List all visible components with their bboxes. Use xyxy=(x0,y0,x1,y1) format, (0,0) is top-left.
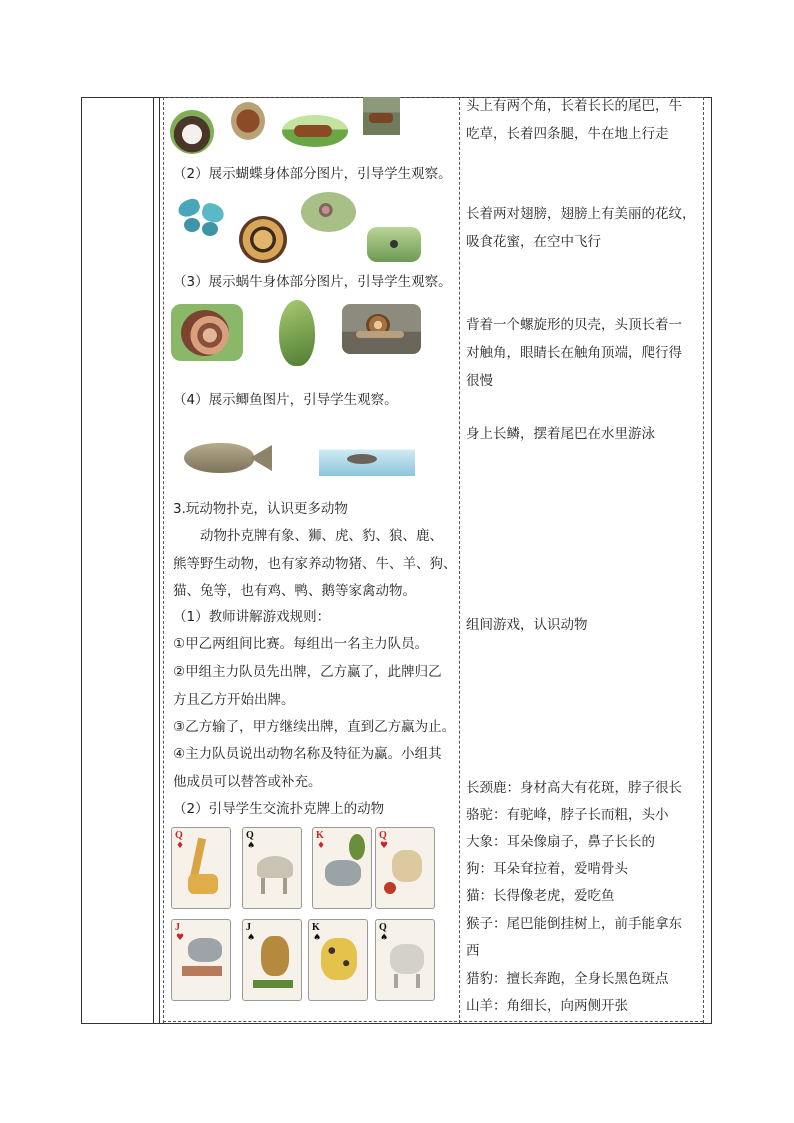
card-rank: J xyxy=(175,922,180,933)
fish-in-water-photo xyxy=(319,438,415,476)
rule-2-line-2: 方且乙方开始出牌。 xyxy=(173,692,295,708)
card-rank: Q xyxy=(246,830,254,841)
card-suit: ♦ xyxy=(176,841,185,851)
card-rank: Q xyxy=(175,830,183,841)
snail-description-line-1: 背着一个螺旋形的贝壳，头顶长着一 xyxy=(466,317,682,333)
cow-grazing-photo xyxy=(282,115,348,147)
cat-card xyxy=(171,919,231,1001)
giraffe-card xyxy=(171,827,231,909)
section3-title: 3.玩动物扑克，认识更多动物 xyxy=(173,501,348,517)
snail-crawling-photo xyxy=(342,304,421,354)
cow-walking-photo xyxy=(363,97,400,135)
snail-description-line-3: 很慢 xyxy=(466,373,493,389)
card-suit: ♠ xyxy=(247,841,256,851)
inner-left-dash xyxy=(163,97,164,1023)
fish-description: 身上长鳞，摆着尾巴在水里游泳 xyxy=(466,426,655,442)
monkey-description-line-2: 西 xyxy=(466,943,480,959)
cards-title: （2）引导学生交流扑克牌上的动物 xyxy=(173,801,385,817)
crucian-carp-photo xyxy=(176,437,274,479)
card-suit: ♦ xyxy=(317,841,326,851)
card-suit: ♠ xyxy=(380,933,389,943)
game-description: 组间游戏，认识动物 xyxy=(466,617,588,633)
cow-face-photo xyxy=(170,110,214,154)
section3-paragraph-line-3: 猫、兔等，也有鸡、鸭、鹅等家禽动物。 xyxy=(173,583,416,599)
cow-body-photo xyxy=(231,102,265,140)
column-divider-1 xyxy=(153,97,154,1023)
inner-right-dash xyxy=(703,97,704,1023)
section3-paragraph-line-1: 动物扑克牌有象、狮、虎、豹、狼、鹿、 xyxy=(200,528,443,544)
rule-4-line-1: ④主力队员说出动物名称及特征为赢。小组其 xyxy=(173,746,442,762)
rules-title: （1）教师讲解游戏规则： xyxy=(173,609,331,625)
card-rank: Q xyxy=(379,830,387,841)
table-right-border xyxy=(711,97,712,1023)
column-divider-2 xyxy=(159,97,160,1023)
camel-description: 骆驼：有驼峰，脖子长而粗，头小 xyxy=(466,807,669,823)
rule-2-line-1: ②甲组主力队员先出牌，乙方赢了，此牌归乙 xyxy=(173,664,442,680)
step-butterfly-text: （2）展示蝴蝶身体部分图片，引导学生观察。 xyxy=(173,166,452,182)
camel-card xyxy=(242,827,302,909)
dog-description: 狗：耳朵耷拉着，爱啃骨头 xyxy=(466,861,628,877)
dog-card xyxy=(375,827,435,909)
card-suit: ♥ xyxy=(380,841,389,851)
cheetah-description: 猎豹：擅长奔跑，全身长黑色斑点 xyxy=(466,971,669,987)
card-suit: ♠ xyxy=(247,933,256,943)
elephant-description: 大象：耳朵像扇子，鼻子长长的 xyxy=(466,834,655,850)
card-rank: K xyxy=(312,922,320,933)
card-rank: Q xyxy=(379,922,387,933)
butterfly-description-line-2: 吸食花蜜，在空中飞行 xyxy=(466,234,601,250)
card-rank: J xyxy=(246,922,251,933)
butterfly-flower-photo xyxy=(367,227,421,262)
cow-description-line-1: 头上有两个角，长着长长的尾巴，牛 xyxy=(466,98,682,114)
card-rank: K xyxy=(316,830,324,841)
rule-1-text: ①甲乙两组间比赛。每组出一名主力队员。 xyxy=(173,636,429,652)
snail-feeler-photo xyxy=(279,300,315,366)
cow-description-line-2: 吃草，长着四条腿，牛在地上行走 xyxy=(466,126,669,142)
snail-description-line-2: 对触角，眼睛长在触角顶端，爬行得 xyxy=(466,345,682,361)
butterfly-description-line-1: 长着两对翅膀，翅膀上有美丽的花纹， xyxy=(466,206,696,222)
rule-3-text: ③乙方输了，甲方继续出牌，直到乙方赢为止。 xyxy=(173,719,456,735)
inner-middle-dash xyxy=(459,97,460,1023)
inner-bottom-dash xyxy=(163,1021,703,1022)
cheetah-card xyxy=(308,919,368,1001)
table-bottom-border xyxy=(81,1023,712,1024)
butterfly-wing-photo xyxy=(239,216,287,263)
snail-shell-photo xyxy=(171,304,243,361)
table-left-border xyxy=(81,97,82,1023)
section3-paragraph-line-2: 熊等野生动物，也有家养动物猪、牛、羊、狗、 xyxy=(173,556,457,572)
step-fish-text: （4）展示鲫鱼图片，引导学生观察。 xyxy=(173,392,398,408)
giraffe-description: 长颈鹿：身材高大有花斑，脖子很长 xyxy=(466,780,682,796)
cat-description: 猫：长得像老虎，爱吃鱼 xyxy=(466,888,615,904)
butterfly-head-photo xyxy=(301,192,356,232)
card-suit: ♠ xyxy=(313,933,322,943)
goat-card xyxy=(375,919,435,1001)
rule-4-line-2: 他成员可以替答或补充。 xyxy=(173,774,322,790)
card-suit: ♥ xyxy=(176,933,185,943)
butterfly-photo xyxy=(176,196,226,242)
goat-description: 山羊：角细长，向两侧开张 xyxy=(466,998,628,1014)
elephant-card xyxy=(312,827,372,909)
monkey-card xyxy=(242,919,302,1001)
step-snail-text: （3）展示蜗牛身体部分图片，引导学生观察。 xyxy=(173,274,452,290)
monkey-description-line-1: 猴子：尾巴能倒挂树上，前手能拿东 xyxy=(466,916,682,932)
